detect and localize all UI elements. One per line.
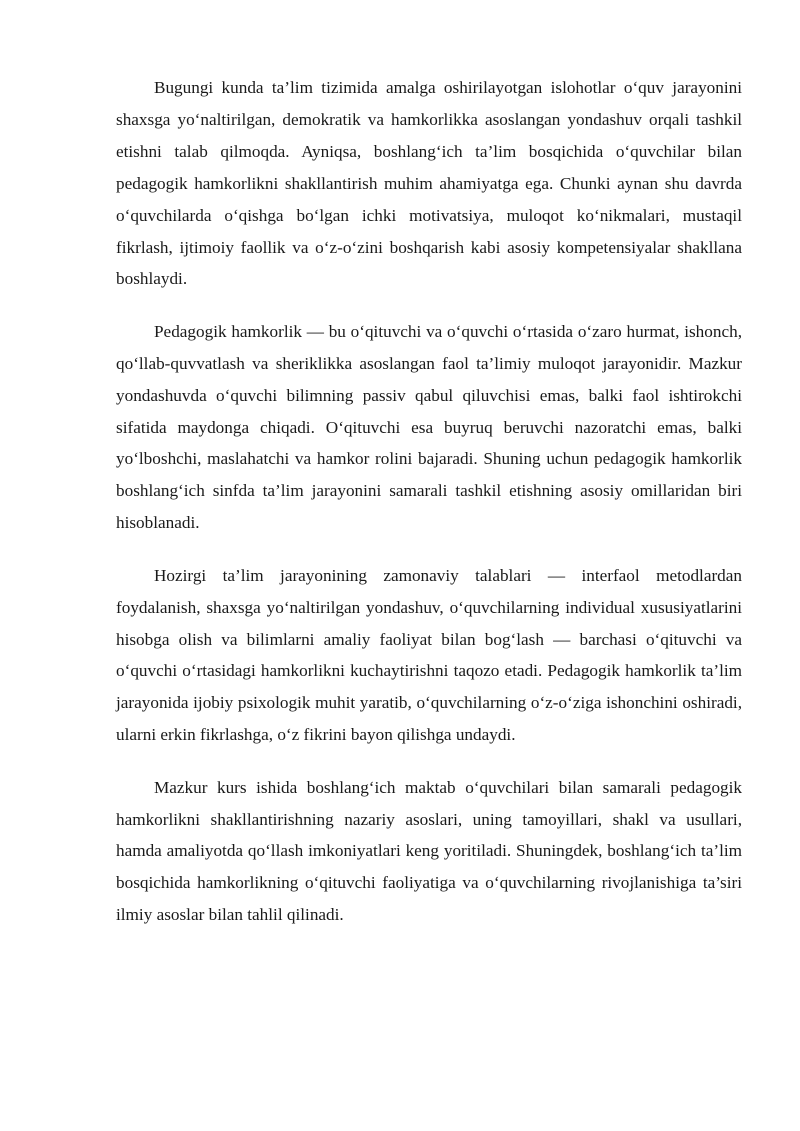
paragraph-1: Bugungi kunda ta’lim tizimida amalga oshirilayotgan islohotlar o‘quv jarayonini shaxsga yo‘naltirilgan, demokratik va hamkorlikka asoslangan yondashuv orqali tashkil etishni talab qilmoqda. Ayniqsa, boshlang‘ich ta’lim bosqichida o‘quvchilar bilan pedagogik hamkorlikni shakllantirish muhim ahamiyatga ega. Chunki aynan shu davrda o‘quvchilarda o‘qishga bo‘lgan ichki motivatsiya, muloqot ko‘nikmalari, mustaqil fikrlash, ijtimoiy faollik va o‘z-o‘zini boshqarish kabi asosiy kompetensiyalar shakllana boshlaydi.: [116, 78, 742, 289]
paragraph-4: Mazkur kurs ishida boshlang‘ich maktab o‘quvchilari bilan samarali pedagogik hamkorlikni shakllantirishning nazariy asoslari, uning tamoyillari, shakl va usullari, hamda amaliyotda qo‘llash imkoniyatlari keng yoritiladi. Shuningdek, boshlang‘ich ta’lim bosqichida hamkorlikning o‘qituvchi faoliyatiga va o‘quvchilarning rivojlanishiga ta’siri ilmiy asoslar bilan tahlil qilinadi.: [116, 777, 742, 925]
document-body: [116, 72, 742, 952]
paragraph-3: Hozirgi ta’lim jarayonining zamonaviy talablari — interfaol metodlardan foydalanish, shaxsga yo‘naltirilgan yondashuv, o‘quvchilarning individual xususiyatlarini hisobga olish va bilimlarni amaliy faoliyat bilan bog‘lash — barchasi o‘qituvchi va o‘quvchi o‘rtasidagi hamkorlikni kuchaytirishni taqozo etadi. Pedagogik hamkorlik ta’lim jarayonida ijobiy psixologik muhit yaratib, o‘quvchilarning o‘z-o‘ziga ishonchini oshiradi, ularni erkin fikrlashga, o‘z fikrini bayon qilishga undaydi.: [116, 565, 742, 745]
paragraph-2: Pedagogik hamkorlik — bu o‘qituvchi va o‘quvchi o‘rtasida o‘zaro hurmat, ishonch, qo‘llab-quvvatlash va sheriklikka asoslangan faol ta’limiy muloqot jarayonidir. Mazkur yondashuvda o‘quvchi bilimning passiv qabul qiluvchisi emas, balki faol ishtirokchi sifatida maydonga chiqadi. O‘qituvchi esa buyruq beruvchi nazoratchi emas, balki yo‘lboshchi, maslahatchi va hamkor rolini bajaradi. Shuning uchun pedagogik hamkorlik boshlang‘ich sinfda ta’lim jarayonini samarali tashkil etishning asosiy omillaridan biri hisoblanadi.: [116, 321, 742, 533]
